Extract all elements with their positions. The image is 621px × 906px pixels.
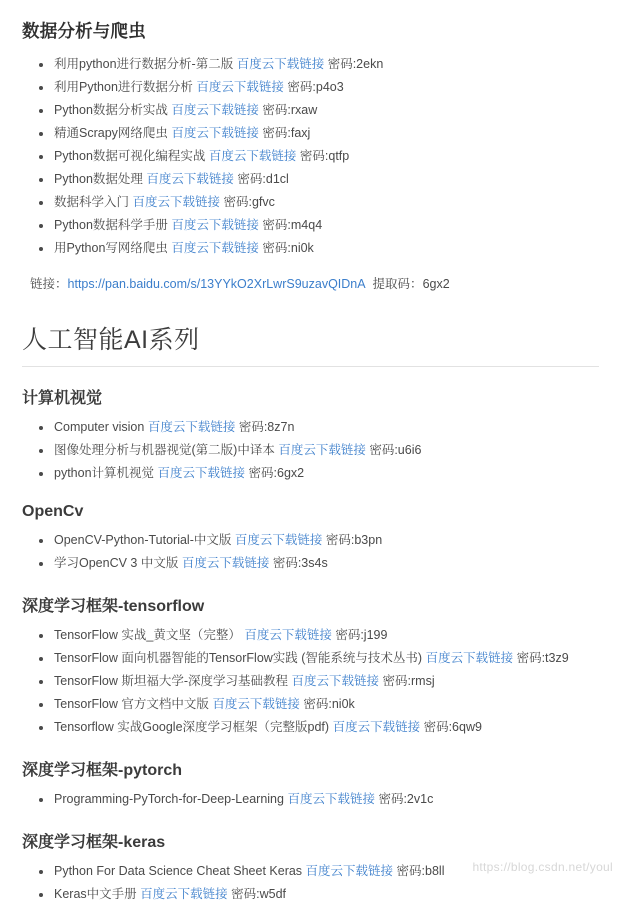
list-item [52,883,599,906]
list-item [52,145,599,168]
baidu-download-link[interactable]: 百度云下载链接 [234,533,323,547]
baidu-download-link[interactable]: 百度云下载链接 [278,443,366,457]
list-item [52,191,599,214]
resource-title: OpenCV-Python-Tutorial-中文版 [54,533,232,547]
extraction-password: 密码:w5df [231,887,287,901]
resource-title: Python数据处理 [54,172,143,186]
resource-title: Python数据科学手册 [54,218,168,232]
list-item [52,122,599,145]
section-heading-ai-series: 人工智能AI系列 [22,320,599,367]
baidu-download-link[interactable]: 百度云下载链接 [291,674,380,688]
baidu-download-link[interactable]: 百度云下载链接 [146,172,234,186]
extraction-password: 密码:ni0k [303,697,355,711]
extraction-password: 密码:3s4s [272,556,328,570]
extraction-password: 密码:b8ll [396,864,445,878]
resource-title: 图像处理分析与机器视觉(第二版)中译本 [54,443,275,457]
resource-title: Computer vision [54,420,145,434]
share-code-value: 6gx2 [422,277,450,291]
list-item [52,693,599,716]
extraction-password: 密码:6gx2 [248,466,305,480]
list-item [52,788,599,811]
baidu-download-link[interactable]: 百度云下载链接 [425,651,514,665]
section-heading-keras: 深度学习框架-keras [22,834,166,851]
extraction-password: 密码:faxj [262,126,311,140]
extraction-password: 密码:2ekn [327,57,384,71]
extraction-password: 密码:2v1c [378,792,434,806]
section-heading-pytorch: 深度学习框架-pytorch [22,762,183,779]
resource-list-pytorch [22,788,599,811]
extraction-password: 密码:6qw9 [423,720,482,734]
baidu-download-link[interactable]: 百度云下载链接 [171,218,259,232]
extraction-password: 密码:8z7n [238,420,295,434]
share-link-label: 链接： [30,277,68,291]
baidu-download-link[interactable]: 百度云下载链接 [236,57,325,71]
resource-title: Keras中文手册 [54,887,137,901]
list-item [52,552,599,575]
resource-title: TensorFlow 面向机器智能的TensorFlow实践 (智能系统与技术丛书) [54,651,423,665]
list-item [52,670,599,693]
resource-title: TensorFlow 官方文档中文版 [54,697,209,711]
share-code-label: 提取码： [372,277,423,291]
resource-title: Python For Data Science Cheat Sheet Keras [54,864,303,878]
resource-title: 精通Scrapy网络爬虫 [54,126,168,140]
watermark: https://blog.csdn.net/youl [472,860,613,874]
baidu-download-link[interactable]: 百度云下载链接 [157,466,246,480]
baidu-download-link[interactable]: 百度云下载链接 [181,556,270,570]
list-item [52,416,599,439]
baidu-download-link[interactable]: 百度云下载链接 [171,126,259,140]
extraction-password: 密码:p4o3 [287,80,344,94]
baidu-download-link[interactable]: 百度云下载链接 [196,80,284,94]
extraction-password: 密码:b3pn [325,533,383,547]
section-heading-tensorflow: 深度学习框架-tensorflow [22,598,205,615]
list-item [52,716,599,739]
baidu-download-link[interactable]: 百度云下载链接 [332,720,421,734]
list-item [52,624,599,647]
baidu-download-link[interactable]: 百度云下载链接 [171,103,259,117]
extraction-password: 密码:m4q4 [262,218,323,232]
list-item [52,53,599,76]
resource-title: TensorFlow 实战_黄文坚（完整） [54,628,241,642]
baidu-download-link[interactable]: 百度云下载链接 [287,792,375,806]
share-link-line [30,274,599,294]
resource-title: 学习OpenCV 3 中文版 [54,556,179,570]
resource-list-keras [22,860,599,906]
resource-list-data-analysis [22,53,599,260]
baidu-download-link[interactable]: 百度云下载链接 [132,195,221,209]
baidu-download-link[interactable]: 百度云下载链接 [244,628,332,642]
sections-container [22,18,599,906]
resource-list-opencv [22,529,599,575]
baidu-download-link[interactable]: 百度云下载链接 [208,149,297,163]
resource-list-tensorflow [22,624,599,739]
list-item [52,647,599,670]
resource-title: TensorFlow 斯坦福大学-深度学习基础教程 [54,674,289,688]
list-item [52,529,599,552]
extraction-password: 密码:t3z9 [516,651,569,665]
baidu-download-link[interactable]: 百度云下载链接 [171,241,259,255]
list-item [52,462,599,485]
list-item [52,168,599,191]
extraction-password: 密码:rmsj [382,674,435,688]
resource-title: Tensorflow 实战Google深度学习框架（完整版pdf) [54,720,330,734]
share-url[interactable]: https://pan.baidu.com/s/13YYkO2XrLwrS9uzavQIDnA [67,277,366,291]
list-item [52,214,599,237]
resource-list-computer-vision [22,416,599,485]
extraction-password: 密码:gfvc [223,195,275,209]
resource-title: Python数据可视化编程实战 [54,149,206,163]
resource-title: Programming-PyTorch-for-Deep-Learning [54,792,284,806]
list-item [52,99,599,122]
resource-title: 利用Python进行数据分析 [54,80,193,94]
extraction-password: 密码:u6i6 [369,443,422,457]
resource-title: 利用python进行数据分析-第二版 [54,57,234,71]
resource-title: Python数据分析实战 [54,103,168,117]
extraction-password: 密码:qtfp [299,149,350,163]
list-item [52,439,599,462]
baidu-download-link[interactable]: 百度云下载链接 [212,697,300,711]
section-heading-opencv: OpenCv [22,503,84,520]
baidu-download-link[interactable]: 百度云下载链接 [140,887,228,901]
resource-title: 数据科学入门 [54,195,130,209]
list-item [52,76,599,99]
section-heading-computer-vision: 计算机视觉 [22,390,103,407]
extraction-password: 密码:j199 [335,628,388,642]
extraction-password: 密码:rxaw [262,103,318,117]
section-heading-data-analysis: 数据分析与爬虫 [22,21,146,41]
resource-title: python计算机视觉 [54,466,155,480]
baidu-download-link[interactable]: 百度云下载链接 [305,864,394,878]
baidu-download-link[interactable]: 百度云下载链接 [147,420,236,434]
resource-title: 用Python写网络爬虫 [54,241,168,255]
extraction-password: 密码:d1cl [237,172,289,186]
extraction-password: 密码:ni0k [262,241,314,255]
list-item [52,237,599,260]
